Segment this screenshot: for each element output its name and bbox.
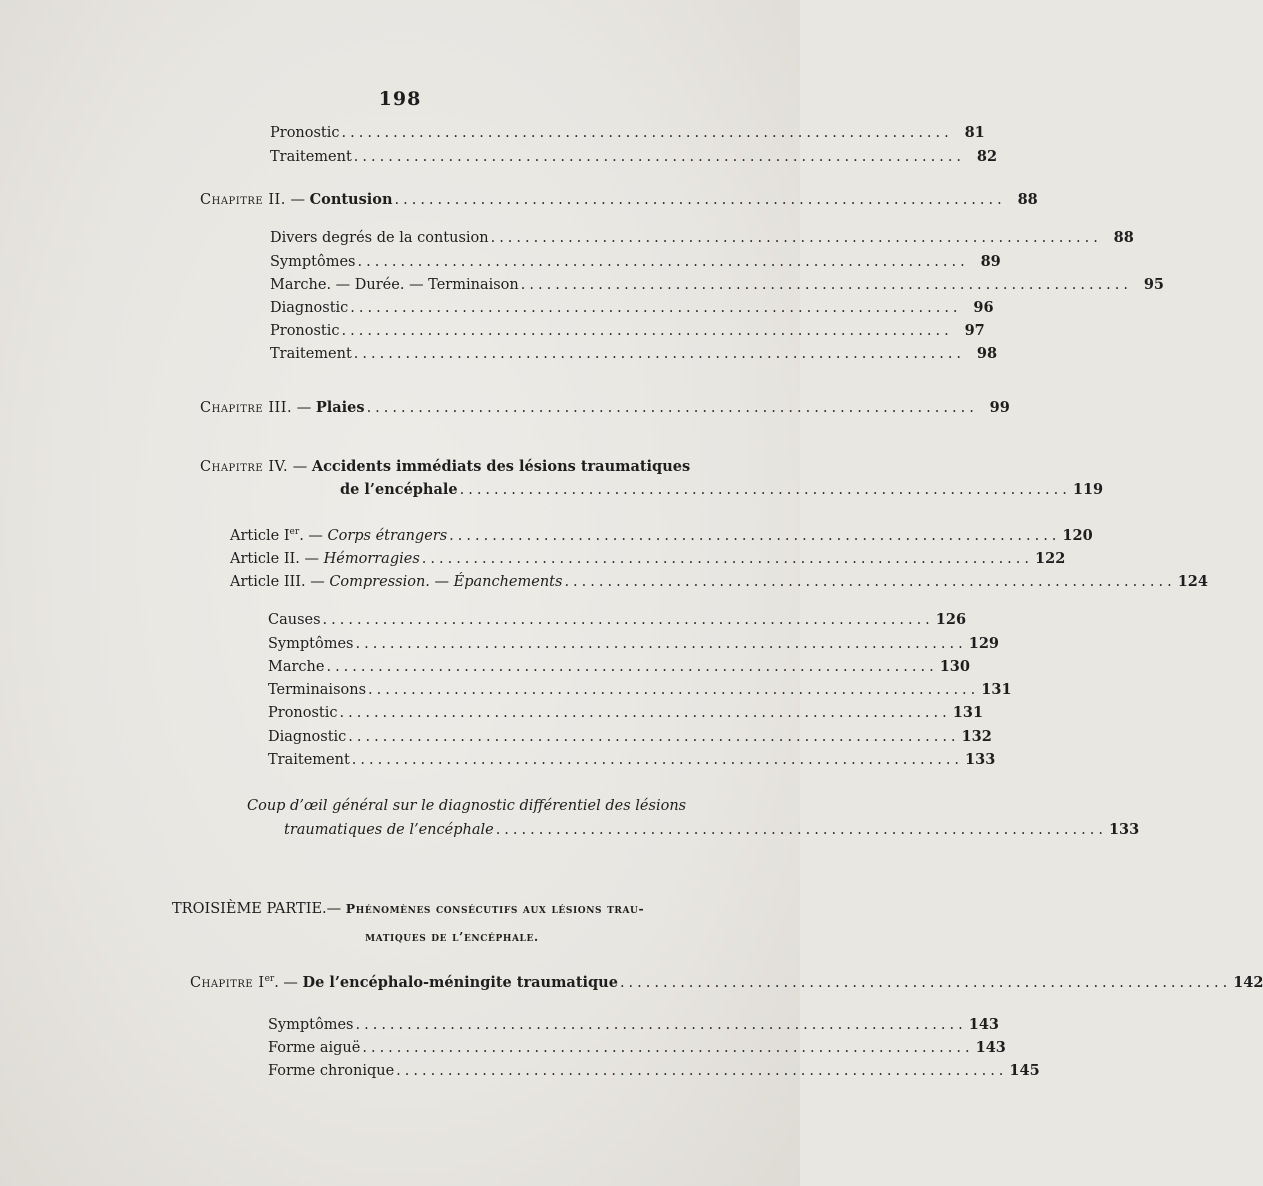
toc-page: 81 xyxy=(964,124,985,141)
toc-page: 98 xyxy=(976,345,998,362)
toc-entry-diagnostic: Diagnostic ....................................................................... 96 xyxy=(270,299,994,316)
toc-page: 132 xyxy=(961,728,992,745)
toc-chapter-4-line1: Chapitre IV. — Accidents immédiats des lésions traumatiques xyxy=(200,458,691,475)
chapter-prefix: Chapitre III. xyxy=(200,400,293,416)
toc-entry-causes: Causes ....................................................................... 126 xyxy=(268,611,967,628)
toc-page: 119 xyxy=(1072,481,1104,498)
page-number: 198 xyxy=(378,88,422,110)
toc-page: 126 xyxy=(935,611,967,628)
toc-page: 95 xyxy=(1143,276,1165,293)
leader-dots: ....................................................................... xyxy=(353,149,966,165)
leader-dots: ....................................................................... xyxy=(350,300,962,316)
toc-page: 82 xyxy=(976,148,998,165)
leader-dots: ....................................................................... xyxy=(459,482,1071,498)
leader-dots: ....................................................................... xyxy=(341,125,953,141)
toc-page: 96 xyxy=(973,299,994,316)
toc-entry-symptomes: Symptômes ....................................................................... 89 xyxy=(270,253,1001,270)
toc-page: 143 xyxy=(968,1016,1000,1033)
leader-dots: ....................................................................... xyxy=(326,659,938,675)
chapter-title: Plaies xyxy=(315,399,365,416)
toc-entry-symptomes: Symptômes ....................................................................... 129 xyxy=(268,635,1000,652)
toc-chapter-3: Chapitre III. — Plaies ....................................................................... 99 xyxy=(200,399,1010,416)
leader-dots: ....................................................................... xyxy=(357,254,969,270)
toc-page: 129 xyxy=(968,635,1000,652)
toc-chapter-2: Chapitre II. — Contusion ....................................................................... 88 xyxy=(200,191,1038,208)
toc-page: 145 xyxy=(1009,1062,1040,1079)
toc-page: 133 xyxy=(1108,821,1140,838)
leader-dots: ....................................................................... xyxy=(421,551,1034,567)
toc-page: 142 xyxy=(1233,974,1263,991)
toc-page: 143 xyxy=(975,1039,1006,1056)
chapter-prefix: Chapitre II. xyxy=(200,192,286,208)
toc-entry-marche: Marche. — Durée. — Terminaison ....................................................................... 95 xyxy=(270,276,1165,293)
toc-article-3: Article III. — Compression. — Épanchements ....................................................................... 124 xyxy=(230,573,1208,590)
leader-dots: ....................................................................... xyxy=(351,752,964,768)
toc-chapter-4-line2: de l’encéphale ....................................................................... 119 xyxy=(340,481,1104,498)
chapter-prefix: Chapitre I xyxy=(190,975,265,991)
leader-dots: ....................................................................... xyxy=(564,574,1176,590)
toc-page: 97 xyxy=(964,322,985,339)
toc-page: 88 xyxy=(1017,191,1038,208)
toc-coup-doeil-line1: Coup d’œil général sur le diagnostic différentiel des lésions xyxy=(247,798,687,814)
part-heading: TROISIÈME PARTIE.— Phénomènes consécutifs aux lésions trau- matiques de l’encéphale. xyxy=(172,901,645,944)
leader-dots: ....................................................................... xyxy=(449,528,1061,544)
toc-entry-terminaisons: Terminaisons ....................................................................... 131 xyxy=(268,681,1012,698)
chapter-title: De l’encéphalo-méningite traumatique xyxy=(302,974,618,991)
toc-entry-symptomes: Symptômes ....................................................................... 143 xyxy=(268,1016,1000,1033)
toc-page: 120 xyxy=(1062,527,1093,544)
toc-entry-pronostic: Pronostic ....................................................................... 131 xyxy=(268,704,984,721)
toc-entry-marche: Marche ....................................................................... 130 xyxy=(268,658,970,675)
toc-page: 124 xyxy=(1177,573,1208,590)
toc-entry-divers-degres: Divers degrés de la contusion ....................................................................... 88 xyxy=(270,229,1134,246)
toc-page: 131 xyxy=(952,704,984,721)
leader-dots: ....................................................................... xyxy=(619,975,1232,991)
toc-entry-diagnostic: Diagnostic ....................................................................... 132 xyxy=(268,728,992,745)
toc-article-2: Article II. — Hémorragies ....................................................................... 122 xyxy=(230,550,1066,567)
toc-entry-forme-chronique: Forme chronique ....................................................................... 145 xyxy=(268,1062,1040,1079)
leader-dots: ....................................................................... xyxy=(322,612,934,628)
toc-entry-pronostic: Pronostic ....................................................................... 97 xyxy=(270,322,985,339)
toc-entry-traitement: Traitement ....................................................................... 82 xyxy=(270,148,998,165)
leader-dots: ....................................................................... xyxy=(366,400,978,416)
toc-page: 131 xyxy=(981,681,1012,698)
chapter-title: Accidents immédiats des lésions traumatiques xyxy=(311,458,691,475)
toc-chapter-1-part3: Chapitre Ier. — De l’encéphalo-méningite traumatique ....................................................................... 142 xyxy=(190,974,1263,991)
leader-dots: ....................................................................... xyxy=(495,822,1107,838)
toc-entry-forme-aigue: Forme aiguë ....................................................................... 143 xyxy=(268,1039,1006,1056)
toc-page: 130 xyxy=(939,658,970,675)
part-title: TROISIÈME PARTIE.— xyxy=(172,901,342,917)
toc-entry-pronostic: Pronostic ....................................................................... 81 xyxy=(270,124,985,141)
toc-page: 88 xyxy=(1113,229,1134,246)
leader-dots: ....................................................................... xyxy=(348,729,960,745)
leader-dots: ....................................................................... xyxy=(394,192,1006,208)
leader-dots: ....................................................................... xyxy=(520,277,1133,293)
leader-dots: ....................................................................... xyxy=(355,1017,967,1033)
toc-page: 89 xyxy=(980,253,1001,270)
leader-dots: ....................................................................... xyxy=(368,682,980,698)
leader-dots: ....................................................................... xyxy=(355,636,967,652)
toc-article-1: Article Ier. — Corps étrangers ....................................................................... 120 xyxy=(230,527,1093,544)
leader-dots: ....................................................................... xyxy=(362,1040,974,1056)
toc-coup-doeil-line2: traumatiques de l’encéphale ....................................................................... 133 xyxy=(284,821,1140,838)
toc-page: 133 xyxy=(965,751,996,768)
leader-dots: ....................................................................... xyxy=(339,705,951,721)
chapter-prefix: Chapitre IV. xyxy=(200,459,289,475)
toc-entry-traitement: Traitement ....................................................................... 133 xyxy=(268,751,996,768)
toc-entry-traitement: Traitement ....................................................................... 98 xyxy=(270,345,998,362)
chapter-title: Contusion xyxy=(309,191,393,208)
leader-dots: ....................................................................... xyxy=(353,346,966,362)
leader-dots: ....................................................................... xyxy=(396,1063,1008,1079)
toc-page: 122 xyxy=(1035,550,1066,567)
toc-page: 99 xyxy=(989,399,1010,416)
leader-dots: ....................................................................... xyxy=(341,323,953,339)
leader-dots: ....................................................................... xyxy=(490,230,1102,246)
